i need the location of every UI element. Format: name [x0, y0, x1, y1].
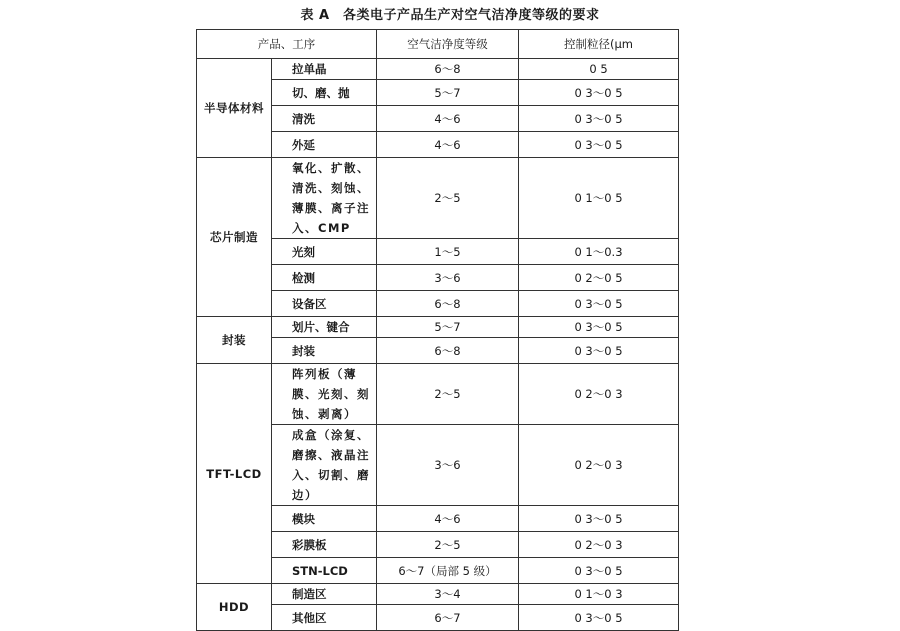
cleanliness-requirements-table: [196, 29, 679, 631]
process-cell: 外延: [272, 132, 377, 158]
grade-cell: 6～8: [377, 338, 519, 364]
category-semiconductor-materials: 半导体材料: [197, 59, 272, 158]
process-cell: STN-LCD: [272, 558, 377, 584]
process-cell: 切、磨、抛: [272, 80, 377, 106]
size-cell: 0 3～0 5: [519, 291, 679, 317]
size-cell: 0 3～0 5: [519, 605, 679, 631]
size-cell: 0 2～0 5: [519, 265, 679, 291]
process-cell: 划片、键合: [272, 317, 377, 338]
table-row: [197, 584, 679, 605]
grade-cell: 3～6: [377, 425, 519, 506]
process-cell: 彩膜板: [272, 532, 377, 558]
process-cell: 设备区: [272, 291, 377, 317]
grade-cell: 4～6: [377, 506, 519, 532]
category-tft-lcd: TFT-LCD: [197, 364, 272, 584]
process-cell: 成盒（涂复、磨擦、液晶注入、切割、磨边）: [272, 425, 377, 506]
process-cell: 检测: [272, 265, 377, 291]
table-row: [197, 158, 679, 239]
table-title: 表 A 各类电子产品生产对空气洁净度等级的要求: [300, 8, 600, 23]
table-row: [197, 364, 679, 425]
size-cell: 0 2～0 3: [519, 532, 679, 558]
size-cell: 0 2～0 3: [519, 364, 679, 425]
process-cell: 模块: [272, 506, 377, 532]
grade-cell: 6～8: [377, 59, 519, 80]
grade-cell: 3～6: [377, 265, 519, 291]
grade-cell: 2～5: [377, 364, 519, 425]
header-grade: 空气洁净度等级: [377, 30, 519, 59]
size-cell: 0 3～0 5: [519, 506, 679, 532]
size-cell: 0 3～0 5: [519, 558, 679, 584]
grade-cell: 2～5: [377, 158, 519, 239]
process-cell: 拉单晶: [272, 59, 377, 80]
grade-cell: 6～7（局部 5 级）: [377, 558, 519, 584]
process-cell: 阵列板（薄膜、光刻、刻蚀、剥离）: [272, 364, 377, 425]
process-cell: 氧化、扩散、清洗、刻蚀、薄膜、离子注入、CMP: [272, 158, 377, 239]
size-cell: 0 3～0 5: [519, 338, 679, 364]
size-cell: 0 1～0 3: [519, 584, 679, 605]
grade-cell: 5～7: [377, 80, 519, 106]
size-cell: 0 3～0 5: [519, 80, 679, 106]
grade-cell: 5～7: [377, 317, 519, 338]
category-packaging: 封装: [197, 317, 272, 364]
size-cell: 0 3～0 5: [519, 317, 679, 338]
size-cell: 0 3～0 5: [519, 132, 679, 158]
header-product: 产品、工序: [197, 30, 377, 59]
grade-cell: 1～5: [377, 239, 519, 265]
process-cell: 光刻: [272, 239, 377, 265]
process-cell: 制造区: [272, 584, 377, 605]
process-cell: 其他区: [272, 605, 377, 631]
category-chip-manufacturing: 芯片制造: [197, 158, 272, 317]
table-row: [197, 317, 679, 338]
header-size: 控制粒径(μm: [519, 30, 679, 59]
process-cell: 清洗: [272, 106, 377, 132]
size-cell: 0 1～0 5: [519, 158, 679, 239]
grade-cell: 6～7: [377, 605, 519, 631]
grade-cell: 4～6: [377, 106, 519, 132]
size-cell: 0 1～0.3: [519, 239, 679, 265]
size-cell: 0 3～0 5: [519, 106, 679, 132]
grade-cell: 6～8: [377, 291, 519, 317]
grade-cell: 3～4: [377, 584, 519, 605]
size-cell: 0 2～0 3: [519, 425, 679, 506]
table-row: [197, 59, 679, 80]
size-cell: 0 5: [519, 59, 679, 80]
grade-cell: 4～6: [377, 132, 519, 158]
process-cell: 封装: [272, 338, 377, 364]
category-hdd: HDD: [197, 584, 272, 631]
header-row: [197, 30, 679, 59]
grade-cell: 2～5: [377, 532, 519, 558]
